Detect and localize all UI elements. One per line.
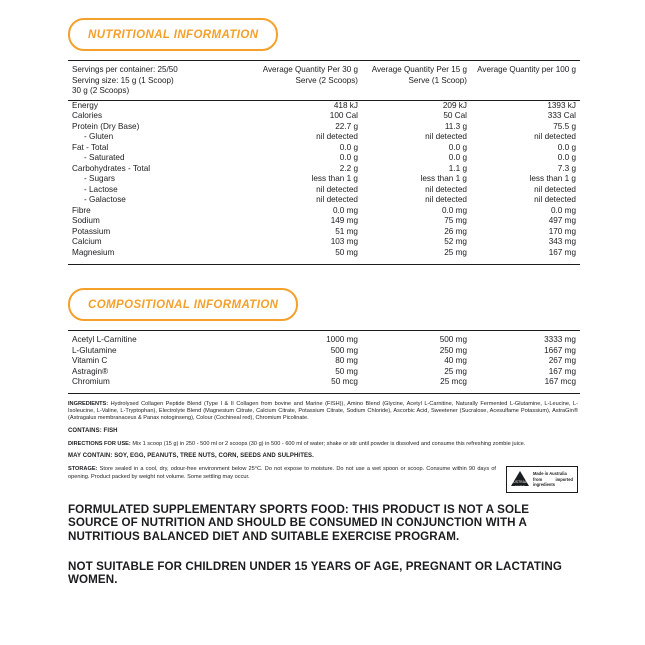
table-row xyxy=(68,248,580,259)
nutrient-value-100g: 167 mg xyxy=(548,247,576,257)
ingredient-value-100g: 1667 mg xyxy=(544,345,576,355)
nutrient-value-15g: 0.0 g xyxy=(448,153,467,163)
compositional-information-header xyxy=(68,288,298,321)
compositional-table-body xyxy=(68,335,580,388)
nutrient-name: Protein (Dry Base) xyxy=(72,121,140,131)
storage-row xyxy=(68,466,578,493)
nutrient-value-30g: 51 mg xyxy=(335,226,358,236)
compositional-information-section xyxy=(68,288,580,587)
nutrient-value-15g: less than 1 g xyxy=(420,174,467,184)
nutrient-name: - Galactose xyxy=(84,195,126,205)
ingredients-label: INGREDIENTS: xyxy=(68,400,109,407)
table-row xyxy=(68,356,580,367)
contains-line: CONTAINS: FISH xyxy=(68,427,118,434)
storage-label: STORAGE: xyxy=(68,466,98,473)
table-row xyxy=(68,111,580,122)
nutrient-value-30g: 50 mg xyxy=(335,247,358,257)
nutrient-value-30g: less than 1 g xyxy=(311,174,358,184)
nutrient-value-100g: 75.5 g xyxy=(553,121,576,131)
nutrition-table xyxy=(68,65,580,258)
nutrient-value-15g: 50 Cal xyxy=(443,111,467,121)
table-row xyxy=(68,367,580,378)
ingredient-name: Acetyl L-Carnitine xyxy=(72,335,137,344)
badge-title: Made in Australia xyxy=(533,471,567,477)
nutrient-value-100g: 1393 kJ xyxy=(547,100,576,110)
nutrient-name: Calories xyxy=(72,111,103,121)
compositional-information-title: COMPOSITIONAL INFORMATION xyxy=(88,299,279,311)
nutrient-value-30g: 418 kJ xyxy=(333,100,358,110)
nutrient-value-100g: 7.3 g xyxy=(557,163,576,173)
table-row xyxy=(68,100,580,111)
compositional-table-box xyxy=(68,330,580,394)
nutrition-col-header-15g: Average Quantity Per 15 g Serve (1 Scoop) xyxy=(371,65,467,85)
table-row xyxy=(68,377,580,388)
nutrient-value-30g: nil detected xyxy=(316,184,358,194)
nutrient-value-100g: nil detected xyxy=(534,132,576,142)
ingredient-value-15g: 40 mg xyxy=(444,356,467,365)
table-row xyxy=(68,174,580,185)
nutrient-value-15g: 11.3 g xyxy=(444,121,467,131)
nutrient-value-100g: 343 mg xyxy=(548,237,576,247)
table-row xyxy=(68,346,580,357)
nutrient-value-15g: nil detected xyxy=(425,132,467,142)
ingredient-name: Chromium xyxy=(72,377,110,386)
nutrient-name: - Gluten xyxy=(84,132,114,142)
nutrient-name: Calcium xyxy=(72,237,102,247)
storage-text: Store sealed in a cool, dry, odour-free environment below 25°C. Do not expose to moisture. Do not use a wet spoon or scoop. Consume within 90 days of opening. Product packed by weight not volume. Some settling may occur. xyxy=(68,466,496,480)
nutrient-value-15g: 209 kJ xyxy=(442,100,467,110)
nutrient-name: - Lactose xyxy=(84,184,118,194)
ingredients-paragraph xyxy=(68,401,578,423)
ingredient-name: Vitamin C xyxy=(72,356,108,365)
nutrient-name: Fibre xyxy=(72,205,91,215)
nutrient-value-15g: 0.0 g xyxy=(448,142,467,152)
australian-made-badge xyxy=(506,466,578,493)
table-row xyxy=(68,216,580,227)
nutrient-name: Fat - Total xyxy=(72,142,109,152)
may-contain-line: MAY CONTAIN: SOY, EGG, PEANUTS, TREE NUTS, CORN, SEEDS AND SULPHITES. xyxy=(68,453,314,460)
nutrient-name: - Sugars xyxy=(84,174,115,184)
table-row xyxy=(68,153,580,164)
triangle-label: AUSTRALIAN MADE xyxy=(511,480,534,489)
nutrition-col-header-100g: Average Quantity per 100 g xyxy=(477,65,576,74)
nutrient-value-100g: less than 1 g xyxy=(529,174,576,184)
ingredient-value-30g: 500 mg xyxy=(330,345,358,355)
nutrition-table-head xyxy=(68,65,580,100)
ingredient-value-15g: 500 mg xyxy=(439,335,467,344)
ingredient-value-100g: 3333 mg xyxy=(544,335,576,344)
ingredients-text: Hydrolysed Collagen Peptide Blend (Type I & II Collagen from bovine and Marine (FISH)), Amino Blend (Glycine, Acetyl L-Carnitine, Naturally Fermented L-Glutamine, L-Leucine, L-Isoleucine, L-Valine, L-Tryptophan), Electrolyte Blend (Magnesium Citrate, Calcium Citrate, Potassium Citrate, Sodium Chloride), Ascorbic Acid, Sweetener (Sucralose, Acesulfame Potassium), AstraGin® (Astragalus membranaceus & Panax notoginseng), Colour (Cochineal red), Chromium Picolinate. xyxy=(68,400,579,422)
serving-size-2: 30 g (2 Scoops) xyxy=(72,86,130,96)
nutrient-value-15g: 0.0 mg xyxy=(441,205,467,215)
storage-paragraph xyxy=(68,466,496,481)
nutrient-value-30g: 0.0 mg xyxy=(332,205,358,215)
table-row xyxy=(68,143,580,154)
australian-made-triangle-icon xyxy=(511,471,534,489)
nutrition-col-header-30g: Average Quantity Per 30 g Serve (2 Scoops) xyxy=(262,65,358,85)
directions-paragraph xyxy=(68,441,578,448)
nutritional-information-title: NUTRITIONAL INFORMATION xyxy=(88,29,259,41)
directions-label: DIRECTIONS FOR USE: xyxy=(68,440,131,447)
nutrient-value-100g: 0.0 mg xyxy=(550,205,576,215)
nutritional-information-section xyxy=(68,18,580,265)
serving-info-cell xyxy=(68,65,253,100)
nutrient-value-15g: nil detected xyxy=(425,184,467,194)
ingredient-value-100g: 267 mg xyxy=(548,356,576,365)
table-row xyxy=(68,227,580,238)
fineprint-block xyxy=(68,401,580,493)
ingredient-value-100g: 167 mg xyxy=(548,366,576,376)
nutrient-value-15g: nil detected xyxy=(425,195,467,205)
ingredient-value-30g: 50 mg xyxy=(335,366,358,376)
ingredient-value-30g: 80 mg xyxy=(335,356,358,365)
nutrient-name: Potassium xyxy=(72,226,111,236)
nutrient-value-15g: 1.1 g xyxy=(448,163,467,173)
nutrient-value-30g: 0.0 g xyxy=(339,153,358,163)
nutrition-table-body xyxy=(68,100,580,258)
nutrient-value-100g: nil detected xyxy=(534,195,576,205)
nutrient-value-30g: 0.0 g xyxy=(339,142,358,152)
nutrient-value-15g: 26 mg xyxy=(444,226,467,236)
nutrient-name: - Saturated xyxy=(84,153,125,163)
ingredient-value-30g: 1000 mg xyxy=(326,335,358,344)
nutrient-value-100g: 333 Cal xyxy=(547,111,576,121)
ingredient-value-15g: 25 mg xyxy=(444,366,467,376)
nutrition-header-row xyxy=(68,65,580,100)
badge-text xyxy=(533,471,573,488)
nutrient-value-30g: 2.2 g xyxy=(339,163,358,173)
nutrient-value-30g: 22.7 g xyxy=(335,121,358,131)
serving-size-1: Serving size: 15 g (1 Scoop) xyxy=(72,75,174,85)
ingredient-value-100g: 167 mcg xyxy=(544,377,576,386)
table-row xyxy=(68,195,580,206)
compositional-table xyxy=(68,335,580,388)
ingredient-name: L-Glutamine xyxy=(72,345,117,355)
nutrient-value-100g: nil detected xyxy=(534,184,576,194)
nutrient-value-15g: 25 mg xyxy=(444,247,467,257)
servings-per-container: Servings per container: 25/50 xyxy=(72,65,178,74)
nutrient-value-100g: 0.0 g xyxy=(557,153,576,163)
ingredient-value-30g: 50 mcg xyxy=(331,377,358,386)
nutrient-value-15g: 75 mg xyxy=(444,216,467,226)
ingredient-value-15g: 250 mg xyxy=(439,345,467,355)
nutrient-value-100g: 170 mg xyxy=(548,226,576,236)
nutrient-value-30g: 100 Cal xyxy=(329,111,358,121)
nutritional-information-header xyxy=(68,18,278,51)
nutrition-table-box xyxy=(68,60,580,265)
nutrient-value-30g: nil detected xyxy=(316,195,358,205)
formulated-statement: FORMULATED SUPPLEMENTARY SPORTS FOOD: THIS PRODUCT IS NOT A SOLE SOURCE OF NUTRITION AND SHOULD BE CONSUMED IN CONJUNCTION WITH A NUTRITIOUS BALANCED DIET AND SUITABLE EXERCISE PROGRAM. xyxy=(68,502,530,544)
table-row xyxy=(68,206,580,217)
nutrient-value-30g: 103 mg xyxy=(330,237,358,247)
nutrient-value-30g: 149 mg xyxy=(330,216,358,226)
table-row xyxy=(68,132,580,143)
table-row xyxy=(68,122,580,133)
badge-subtitle: from imported ingredients xyxy=(533,476,573,488)
nutrient-value-100g: 497 mg xyxy=(548,216,576,226)
table-row xyxy=(68,237,580,248)
table-row xyxy=(68,185,580,196)
nutrient-name: Energy xyxy=(72,100,98,110)
nutrient-name: Sodium xyxy=(72,216,100,226)
directions-text: Mix 1 scoop (15 g) in 250 - 500 ml or 2 scoops (30 g) in 500 - 600 ml of water; shake or stir until powder is dissolved and consume this refreshing zombie juice. xyxy=(132,440,526,447)
nutrient-name: Magnesium xyxy=(72,247,115,257)
table-row xyxy=(68,335,580,346)
nutrient-name: Carbohydrates - Total xyxy=(72,163,151,173)
nutrient-value-30g: nil detected xyxy=(316,132,358,142)
ingredient-value-15g: 25 mcg xyxy=(440,377,467,386)
table-row xyxy=(68,164,580,175)
nutrient-value-15g: 52 mg xyxy=(444,237,467,247)
ingredient-name: Astragin® xyxy=(72,366,109,376)
nutrient-value-100g: 0.0 g xyxy=(557,142,576,152)
not-suitable-statement: NOT SUITABLE FOR CHILDREN UNDER 15 YEARS OF AGE, PREGNANT OR LACTATING WOMEN. xyxy=(68,559,562,587)
